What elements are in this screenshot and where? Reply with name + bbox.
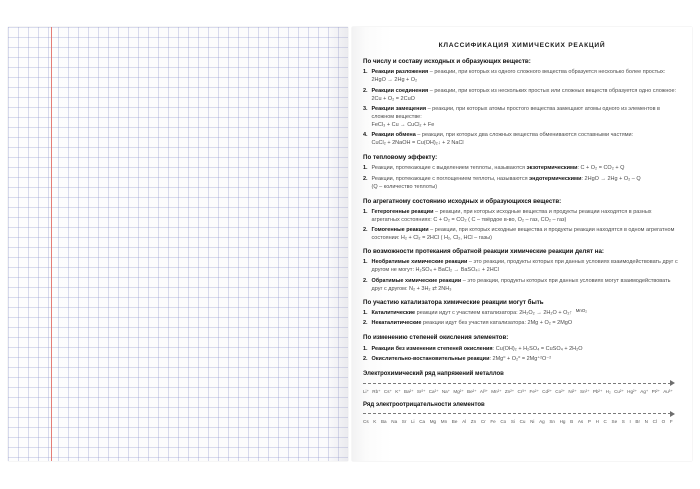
item-text: – это реакции, продукты которых при данных условиях могут взаимодействовать друг с другом: (371, 277, 671, 292)
series-item: Na (391, 419, 398, 424)
item-equation: : 2HgO → 2Hg + O₂ – Q (581, 175, 641, 182)
series-item: Sr²⁺ (416, 388, 426, 394)
item-text: – реакции, при которых из нескольких простых или сложных веществ образуется одно сложное: (428, 87, 677, 94)
series-item: Br (635, 419, 641, 424)
item-equation: 2H₂O₂ → 2H₂O + O₂↑ (519, 309, 573, 316)
series-item: Cr (480, 419, 486, 424)
series-item: Ca²⁺ (428, 388, 439, 394)
section-list (363, 165, 681, 191)
list-item (363, 176, 681, 192)
catalyst-label: MnO₂ (575, 307, 587, 313)
item-number: 2. (363, 320, 368, 327)
item-equation: Cu(OH)₂ + H₂SO₄ = CuSO₄ + 2H₂O (495, 345, 583, 352)
series-item: Ca (419, 419, 426, 424)
series-item: Co (500, 419, 507, 424)
series-item: P (587, 419, 591, 424)
series-item: Rb⁺ (372, 388, 381, 394)
item-term: Необратимые химические реакции (371, 259, 468, 266)
item-text: – реакции, при которых атомы простого вещества замещают атомы одного из элементов в сложном веществе: (371, 106, 660, 120)
dashed-line (363, 413, 671, 414)
series-arrow (363, 411, 679, 417)
item-note: (Q – количество теплоты) (371, 183, 438, 190)
list-item (363, 132, 681, 148)
series-item: Li⁺ (363, 388, 370, 394)
item-number: 1. (363, 345, 368, 352)
margin-line (51, 27, 52, 461)
series-item: Na⁺ (441, 388, 451, 394)
list-item (363, 88, 681, 104)
item-number: 1. (363, 259, 368, 266)
item-equation: H₂SO₄ + BaCl₂ → BaSO₄↓ + 2HCl (415, 267, 499, 274)
item-number: 3. (363, 106, 368, 113)
item-equation: : C + O₂ = CO₂ + Q (577, 165, 625, 172)
list-item (363, 278, 681, 294)
item-term: Реакции соединения (371, 87, 429, 94)
item-number: 1. (363, 69, 368, 76)
item-text: реакции идут без участия катализатора: (421, 320, 528, 327)
item-number: 2. (363, 277, 368, 284)
list-item (363, 227, 681, 243)
section-heading: По изменению степеней окисления элементов: (363, 334, 509, 342)
series-item: S (621, 419, 625, 424)
item-text: Реакции, протекающие с поглощением теплоты, называются (371, 175, 530, 182)
series-item: Li (411, 419, 415, 424)
series-item: Cr³⁺ (517, 388, 527, 394)
page-title: КЛАССИФИКАЦИЯ ХИМИЧЕСКИХ РЕАКЦИЙ (438, 42, 606, 49)
section-list (363, 259, 681, 293)
series-arrow (363, 380, 679, 386)
section-list (363, 209, 681, 243)
series-item: H (595, 419, 599, 424)
series-item: Mn (440, 419, 448, 424)
series-item: Ba (380, 419, 387, 424)
series-item: Sn²⁺ (579, 388, 590, 394)
item-text: – реакции, при которых из одного сложного вещества образуется несколько более простых: (428, 69, 666, 76)
item-term: Некаталитические (371, 320, 422, 327)
item-equation: N₂ + 3H₂ ⇄ 2NH₃ (409, 285, 452, 292)
list-item (363, 346, 681, 354)
series-item: Fe (490, 419, 496, 424)
list-item (363, 209, 681, 225)
item-number: 2. (363, 356, 368, 363)
series-item: Cd²⁺ (542, 388, 552, 394)
item-number: 2. (363, 175, 368, 182)
list-item (363, 356, 681, 364)
series-heading: Ряд электроотрицательности элементов (363, 401, 485, 408)
dashed-line (363, 383, 671, 384)
section-heading: По возможности протекания обратной реакции химические реакции делят на: (363, 248, 604, 256)
series-item: Cu²⁺ (614, 388, 624, 394)
item-number: 1. (363, 209, 368, 215)
series-item: H₂ (605, 388, 611, 394)
item-equation: 2Mg⁰ + O₂⁰ = 2Mg⁺²O⁻² (492, 356, 552, 363)
section-heading: По числу и составу исходных и образующих веществ: (363, 58, 531, 65)
series-item: Zn (470, 419, 477, 424)
item-equation: 2Cu + O₂ = 2CuO (371, 95, 415, 102)
item-equation: C + O₂ = CO₂ ( C – твёрдое в-во, O₂ – газ, CO₂ – газ) (433, 216, 567, 223)
series-item: Fe²⁺ (529, 388, 539, 394)
series-item: K (373, 419, 377, 424)
item-equation: CuCl₂ + 2NaOH = Cu(OH)₂↓ + 2 NaCl (371, 140, 464, 147)
item-term: Гомогенные реакции (371, 227, 429, 234)
section-heading: По тепловому эффекту: (363, 154, 438, 162)
item-number: 4. (363, 132, 368, 139)
item-text: – реакции, при которых два сложных вещества обмениваются составными частями: (415, 132, 634, 139)
series-item: Sr (401, 419, 407, 424)
item-term: Реакции замещения (371, 106, 427, 113)
item-text: – реакции, при которых исходные вещества и продукты реакции находятся в одном агрегатном состоянии: (371, 227, 675, 242)
item-text: Реакции, протекающие с выделением теплоты, называются (371, 165, 527, 172)
item-term: Реакции обмена (371, 132, 416, 139)
item-term: Реакции без изменения степеней окисления (371, 345, 493, 352)
arrow-head-icon (670, 380, 675, 386)
series-item: Ag (539, 419, 545, 424)
item-text: : (492, 345, 496, 352)
item-equation: FeCl₃ + Cu → CuCl₂ + Fe (371, 121, 435, 128)
series-item: Cu (519, 419, 526, 424)
arrow-head-icon (670, 411, 675, 417)
item-number: 1. (363, 309, 368, 316)
item-term: Каталитические (371, 309, 416, 316)
list-item (363, 320, 681, 328)
series-heading: Электрохимический ряд напряжений металлов (363, 371, 504, 377)
page-fold-shadow (326, 27, 348, 461)
series-item: Mg (429, 419, 437, 424)
series-item: Pt²⁺ (651, 388, 660, 394)
series-item: Be²⁺ (467, 388, 477, 394)
series-item: Cl (652, 419, 657, 424)
item-term: Окислительно-востановительные реакции (371, 356, 490, 363)
series-item: Sn (549, 419, 555, 424)
electronegativity-series-list (363, 419, 673, 424)
series-item: Hg (559, 419, 566, 424)
series-item: Ni²⁺ (568, 388, 577, 394)
series-item: Hg²⁺ (627, 388, 637, 394)
series-item: B (570, 419, 574, 424)
series-item: Cs⁺ (383, 388, 392, 394)
item-text: реакции идут с участием катализатора: (415, 309, 520, 316)
series-item: Si (510, 419, 515, 424)
series-item: N (644, 419, 648, 424)
series-item: C (603, 419, 607, 424)
series-item: Co²⁺ (555, 388, 566, 394)
series-item: O (661, 419, 666, 424)
section-heading: По участию катализатора химические реакции могут быть (363, 298, 544, 306)
item-text: – это реакции, продукты которых при данных условиях взаимодействовать друг с другом не могут: (371, 259, 678, 274)
series-item: Al (462, 419, 467, 424)
list-item (363, 69, 681, 85)
series-item: Mg²⁺ (453, 388, 464, 394)
series-item: Al³⁺ (479, 388, 488, 394)
item-term: экзотермическими (526, 165, 578, 172)
series-item: F (669, 419, 673, 424)
item-text: – реакции, при которых исходные вещества и продукты реакции находятся в разных агрегатных состояниях: (371, 209, 652, 223)
item-term: Реакции разложения (371, 69, 429, 76)
series-item: Au³⁺ (663, 388, 673, 394)
series-item: Ni (530, 419, 535, 424)
series-item: As (577, 419, 584, 424)
series-item: Mn²⁺ (491, 388, 502, 394)
item-number: 2. (363, 87, 368, 94)
series-item: Be (451, 419, 458, 424)
item-number: 1. (363, 165, 368, 172)
section-list (363, 346, 681, 364)
series-item: Ba²⁺ (404, 388, 414, 394)
section-list (363, 307, 681, 328)
right-content-page (352, 27, 692, 461)
section-heading: По агрегатному состоянию исходных и образующихся веществ: (363, 197, 562, 205)
series-item: Ag⁺ (640, 388, 649, 394)
list-item (363, 259, 681, 275)
item-equation: 2HgO → 2Hg + O₂ (371, 77, 418, 84)
section-list (363, 69, 681, 148)
item-equation: 2Mg + O₂ = 2MgO (527, 320, 573, 327)
series-item: Cs (363, 419, 369, 424)
list-item (363, 106, 681, 130)
item-number: 2. (363, 227, 368, 234)
item-term: Обратимые химические реакции (371, 277, 462, 284)
item-term: Гетерогенные реакции (371, 209, 434, 215)
list-item (363, 307, 681, 318)
item-equation: H₂ + Cl₂ = 2HCl ( H₂, Cl₂, HCl – газы) (400, 235, 492, 242)
list-item (363, 165, 681, 173)
item-term: эндотермическими (529, 175, 582, 182)
activity-series-list (363, 389, 673, 395)
series-item: I (629, 419, 631, 424)
item-text: : (489, 356, 493, 363)
series-item: Zn²⁺ (504, 388, 515, 394)
series-item: Pb²⁺ (592, 388, 603, 394)
series-item: K⁺ (395, 388, 401, 394)
series-item: Se (611, 419, 618, 424)
left-grid-page (8, 27, 348, 461)
